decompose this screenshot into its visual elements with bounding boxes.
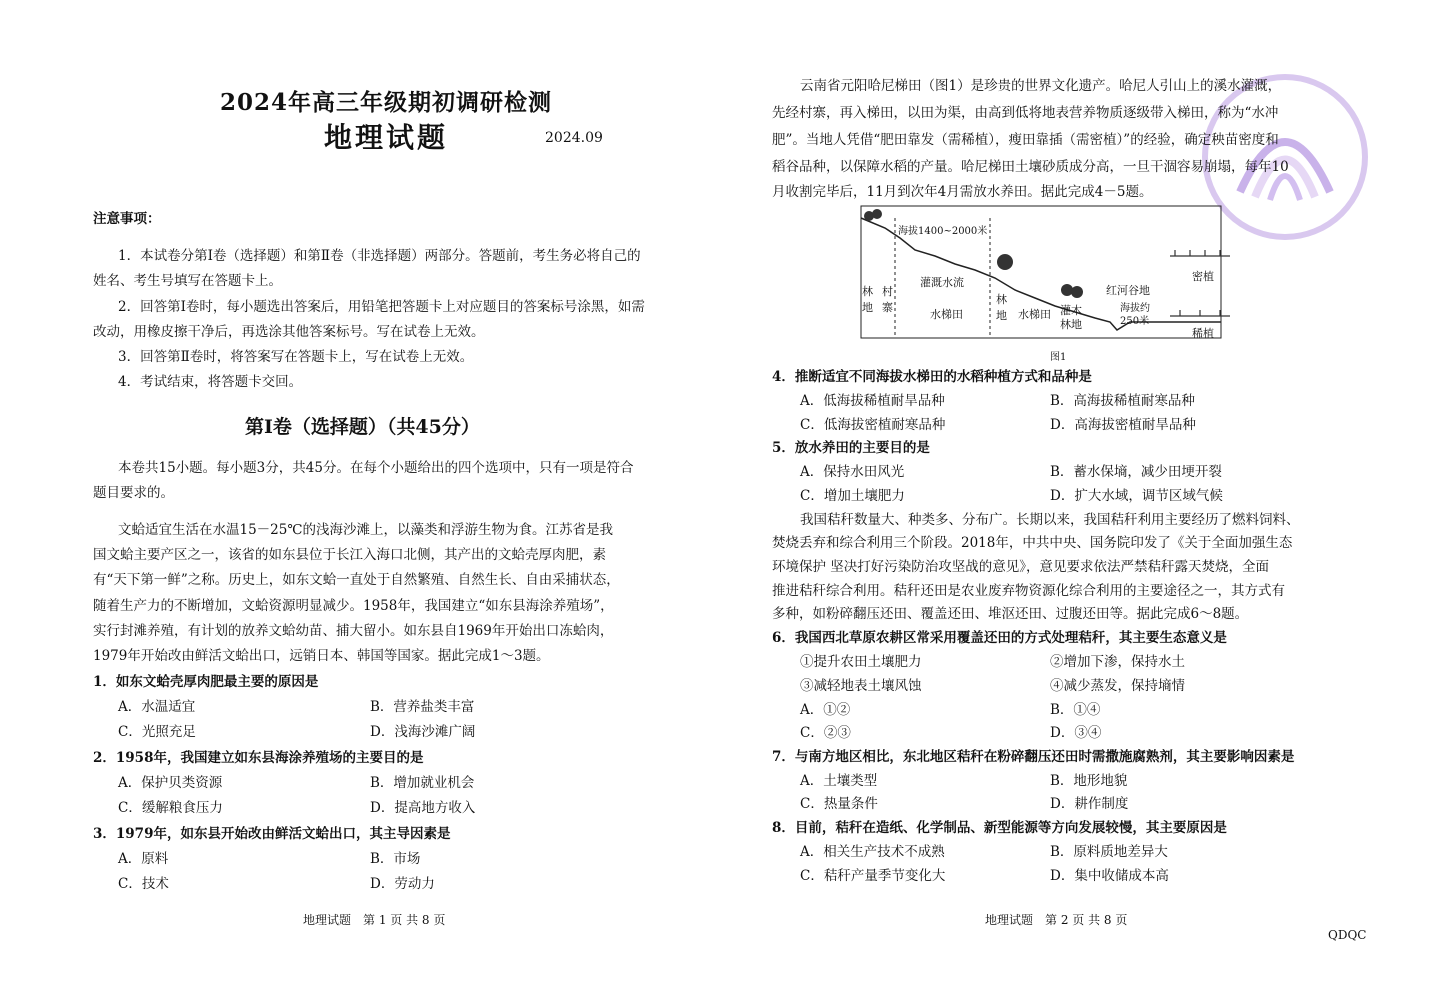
- q6-option-d: D．③④: [1050, 725, 1102, 741]
- passage3-line: 多种，如粉碎翻压还田、覆盖还田、堆沤还田、过腹还田等。据此完成6～8题。: [772, 606, 1249, 622]
- figure-label-forest: 林地: [862, 285, 873, 314]
- q2-option-a: A．保护贝类资源: [118, 775, 223, 791]
- notice-heading: 注意事项：: [93, 211, 161, 227]
- exam-title: 2024年高三年级期初调研检测: [220, 89, 553, 116]
- q8-option-a: A．相关生产技术不成熟: [800, 844, 945, 860]
- passage-line: 实行封滩养殖，有计划的放养文蛤幼苗、捕大留小。如东县自1969年开始出口冻蛤肉，: [93, 623, 614, 639]
- q7-option-b: B．地形地貌: [1050, 773, 1128, 789]
- figure-label-sparse: 稀植: [1192, 327, 1214, 340]
- passage3-line: 焚烧丢弃和综合利用三个阶段。2018年，中共中央、国务院印发了《关于全面加强生态: [772, 535, 1293, 551]
- figure-label-shrub: 灌木林地: [1060, 304, 1082, 331]
- question-8-stem: 8．目前，秸秆在造纸、化学制品、新型能源等方向发展较慢，其主要原因是: [772, 820, 1227, 836]
- q8-option-b: B．原料质地差异大: [1050, 844, 1168, 860]
- question-3-stem: 3．1979年，如东县开始改由鲜活文蛤出口，其主导因素是: [93, 826, 451, 842]
- passage-line: 国文蛤主要产区之一，该省的如东县位于长江入海口北侧，其产出的文蛤壳厚肉肥，素: [93, 547, 606, 563]
- passage2-line: 先经村寨，再入梯田，以田为渠，由高到低将地表营养物质逐级带入梯田，称为“水冲: [772, 105, 1279, 121]
- q5-option-c: C．增加土壤肥力: [800, 488, 905, 504]
- page-footer-right: 地理试题 第 2 页 共 8 页: [985, 913, 1128, 927]
- q5-option-a: A．保持水田风光: [800, 464, 905, 480]
- passage3-line: 环境保护 坚决打好污染防治攻坚战的意见》，意见要求依法严禁秸秆露天焚烧，全面: [772, 559, 1270, 575]
- q6-statement-4: ④减少蒸发，保持墒情: [1050, 678, 1185, 694]
- terrace-diagram: [855, 198, 1245, 348]
- q5-option-d: D．扩大水域，调节区域气候: [1050, 488, 1223, 504]
- question-2-stem: 2．1958年，我国建立如东县海涂养殖场的主要目的是: [93, 750, 424, 766]
- q3-option-d: D．劳动力: [370, 876, 435, 892]
- passage3-line: 我国秸秆数量大、种类多、分布广。长期以来，我国秸秆利用主要经历了燃料饲料、: [800, 512, 1300, 528]
- q1-option-c: C．光照充足: [118, 724, 196, 740]
- passage2-line: 云南省元阳哈尼梯田（图1）是珍贵的世界文化遗产。哈尼人引山上的溪水灌溉，: [800, 78, 1282, 94]
- q1-option-a: A．水温适宜: [118, 699, 196, 715]
- q4-option-b: B．高海拔稀植耐寒品种: [1050, 393, 1195, 409]
- exam-subtitle: 地理试题: [324, 121, 449, 154]
- q6-option-b: B．①④: [1050, 702, 1101, 718]
- question-1-stem: 1．如东文蛤壳厚肉肥最主要的原因是: [93, 674, 319, 690]
- figure-caption: 图1: [1050, 352, 1067, 363]
- q7-option-a: A．土壤类型: [800, 773, 878, 789]
- passage2-line: 月收割完毕后，11月到次年4月需放水养田。据此完成4－5题。: [772, 184, 1153, 200]
- q3-option-b: B．市场: [370, 851, 421, 867]
- question-5-stem: 5．放水养田的主要目的是: [772, 440, 930, 456]
- notice-line: 姓名、考生号填写在答题卡上。: [93, 273, 282, 289]
- figure-label-forest-2: 林地: [996, 293, 1007, 322]
- passage-line: 文蛤适宜生活在水温15－25℃的浅海沙滩上，以藻类和浮游生物为食。江苏省是我: [118, 522, 613, 538]
- figure-label-paddy-2: 水梯田: [1018, 308, 1051, 321]
- q4-option-a: A．低海拔稀植耐旱品种: [800, 393, 945, 409]
- page-footer-left: 地理试题 第 1 页 共 8 页: [303, 913, 446, 927]
- figure-label-dense: 密植: [1192, 270, 1214, 283]
- q7-option-d: D．耕作制度: [1050, 796, 1129, 812]
- passage3-line: 推进秸秆综合利用。秸秆还田是农业废弃物资源化综合利用的主要途径之一，其方式有: [772, 583, 1285, 599]
- figure-label-altitude: 海拔1400~2000米: [898, 226, 988, 237]
- figure-label-village: 村寨: [882, 285, 893, 314]
- section-title: 第Ⅰ卷（选择题）（共45分）: [245, 416, 480, 438]
- passage-line: 随着生产力的不断增加，文蛤资源明显减少。1958年，我国建立“如东县海涂养殖场”，: [93, 598, 614, 614]
- corner-code: QDQC: [1328, 928, 1367, 942]
- q8-option-d: D．集中收储成本高: [1050, 868, 1169, 884]
- figure-label-irrigation: 灌溉水流: [920, 276, 964, 289]
- question-7-stem: 7．与南方地区相比，东北地区秸秆在粉碎翻压还田时需撒施腐熟剂，其主要影响因素是: [772, 749, 1295, 765]
- q6-statement-2: ②增加下渗，保持水土: [1050, 654, 1185, 670]
- q8-option-c: C．秸秆产量季节变化大: [800, 868, 946, 884]
- passage-line: 1979年开始改由鲜活文蛤出口，远销日本、韩国等国家。据此完成1～3题。: [93, 648, 550, 664]
- notice-line: 3．回答第Ⅱ卷时，将答案写在答题卡上，写在试卷上无效。: [118, 349, 474, 365]
- question-4-stem: 4．推断适宜不同海拔水梯田的水稻种植方式和品种是: [772, 369, 1092, 385]
- notice-line: 2．回答第Ⅰ卷时，每小题选出答案后，用铅笔把答题卡上对应题目的答案标号涂黑，如需: [118, 299, 645, 315]
- q4-option-d: D．高海拔密植耐旱品种: [1050, 417, 1196, 433]
- q6-option-c: C．②③: [800, 725, 851, 741]
- question-6-stem: 6．我国西北草原农耕区常采用覆盖还田的方式处理秸秆，其主要生态意义是: [772, 630, 1227, 646]
- figure-label-valley-altitude: 海拔约250米: [1120, 303, 1150, 327]
- q7-option-c: C．热量条件: [800, 796, 878, 812]
- notice-line: 1．本试卷分第Ⅰ卷（选择题）和第Ⅱ卷（非选择题）两部分。答题前，考生务必将自己的: [118, 248, 641, 264]
- passage2-line: 肥”。当地人凭借“肥田靠发（需稀植），瘦田靠插（需密植）”的经验，确定秧苗密度和: [772, 132, 1279, 148]
- q2-option-b: B．增加就业机会: [370, 775, 475, 791]
- passage-line: 有“天下第一鲜”之称。历史上，如东文蛤一直处于自然繁殖、自然生长、自由采捕状态，: [93, 572, 620, 588]
- figure-label-paddy: 水梯田: [930, 308, 963, 321]
- q3-option-a: A．原料: [118, 851, 169, 867]
- q6-statement-1: ①提升农田土壤肥力: [800, 654, 922, 670]
- notice-line: 4．考试结束，将答题卡交回。: [118, 374, 303, 390]
- q3-option-c: C．技术: [118, 876, 169, 892]
- figure-label-valley: 红河谷地: [1106, 284, 1150, 297]
- q1-option-d: D．浅海沙滩广阔: [370, 724, 476, 740]
- q2-option-d: D．提高地方收入: [370, 800, 476, 816]
- section-intro: 题目要求的。: [93, 485, 174, 501]
- q4-option-c: C．低海拔密植耐寒品种: [800, 417, 946, 433]
- q1-option-b: B．营养盐类丰富: [370, 699, 475, 715]
- q5-option-b: B．蓄水保墒，减少田埂开裂: [1050, 464, 1222, 480]
- q6-statement-3: ③减轻地表土壤风蚀: [800, 678, 922, 694]
- q6-option-a: A．①②: [800, 702, 851, 718]
- notice-line: 改动，用橡皮擦干净后，再选涂其他答案标号。写在试卷上无效。: [93, 324, 485, 340]
- exam-date: 2024.09: [545, 130, 603, 146]
- section-intro: 本卷共15小题。每小题3分，共45分。在每个小题给出的四个选项中，只有一项是符合: [118, 460, 634, 476]
- q2-option-c: C．缓解粮食压力: [118, 800, 223, 816]
- passage2-line: 稻谷品种，以保障水稻的产量。哈尼梯田土壤砂质成分高，一旦干涸容易崩塌，每年10: [772, 159, 1289, 175]
